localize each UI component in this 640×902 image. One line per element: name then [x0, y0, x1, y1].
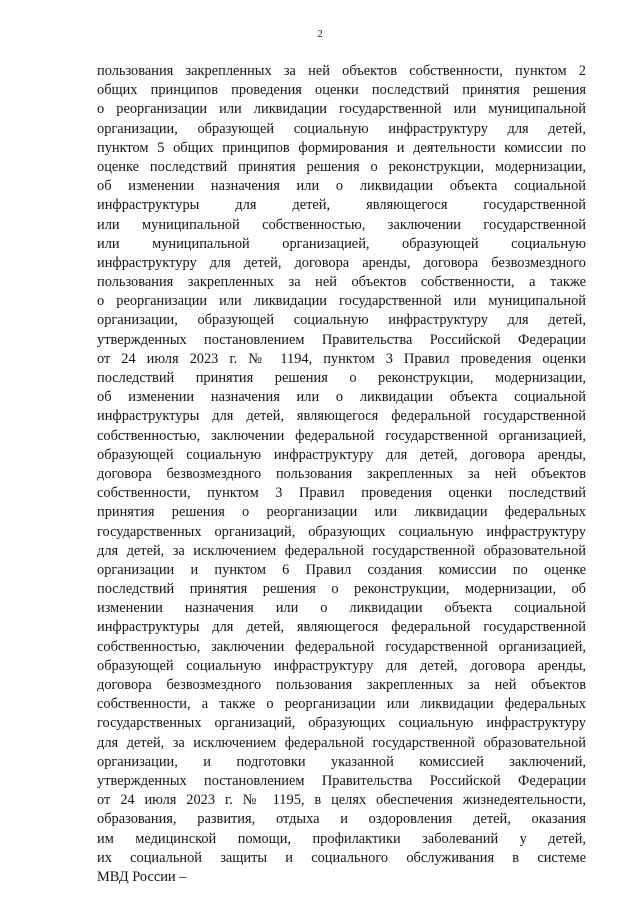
text-line: организации, и подготовки указанной комиссией заключений, [97, 753, 586, 770]
text-line: для детей, за исключением федеральной государственной образовательной [97, 542, 586, 559]
text-line: пунктом 5 общих принципов формирования и деятельности комиссии по [97, 139, 586, 156]
page-number: 2 [317, 28, 323, 40]
text-line: собственностью, заключении федеральной государственной организацией, [97, 427, 586, 444]
text-line: государственных организаций, образующих социальную инфраструктуру [97, 715, 586, 732]
text-line: МВД России – [97, 868, 187, 885]
text-line: образования, развития, отдыха и оздоровления детей, оказания [97, 811, 586, 828]
text-line: о реорганизации или ликвидации государственной или муниципальной [97, 293, 586, 310]
text-line: инфраструктуры для детей, являющегося федеральной государственной [97, 619, 586, 636]
text-line: инфраструктуры для детей, являющегося федеральной государственной [97, 408, 586, 425]
text-line: последствий принятия решения о реконструкции, модернизации, [97, 370, 586, 386]
text-line: о реорганизации или ликвидации государственной или муниципальной [97, 101, 586, 118]
text-line: об изменении назначения или о ликвидации объекта социальной [97, 178, 586, 195]
text-line: или муниципальной организацией, образующей социальную [97, 235, 586, 252]
text-line: государственных организаций, образующих социальную инфраструктуру [97, 523, 586, 540]
text-line: утвержденных постановлением Правительства Российской Федерации [97, 772, 586, 789]
text-line: организации, образующей социальную инфраструктуру для детей, [97, 120, 586, 137]
text-line: организации и пунктом 6 Правил создания комиссии по оценке [97, 561, 586, 578]
text-line: от 24 июля 2023 г. № 1195, в целях обеспечения жизнедеятельности, [97, 792, 586, 809]
text-line: образующей социальную инфраструктуру для детей, договора аренды, [97, 446, 586, 463]
text-line: им медицинской помощи, профилактики заболеваний у детей, [97, 830, 586, 847]
text-line: собственностью, заключении федеральной государственной организацией, [97, 638, 586, 655]
text-line: договора безвозмездного пользования закрепленных за ней объектов [97, 677, 586, 693]
text-line: договора безвозмездного пользования закрепленных за ней объектов [97, 465, 586, 482]
text-line: или муниципальной собственностью, заключении государственной [97, 216, 586, 233]
text-line: об изменении назначения или о ликвидации объекта социальной [97, 389, 586, 406]
text-line: собственности, а также о реорганизации или ликвидации федеральных [97, 696, 586, 713]
text-line: пользования закрепленных за ней объектов собственности, а также [97, 274, 586, 291]
text-line: организации, образующей социальную инфраструктуру для детей, [97, 312, 586, 329]
text-line: пользования закрепленных за ней объектов собственности, пунктом 2 [97, 63, 586, 79]
text-line: образующей социальную инфраструктуру для детей, договора аренды, [97, 657, 586, 674]
text-line: утвержденных постановлением Правительства Российской Федерации [97, 331, 586, 348]
body-text [97, 62, 586, 887]
text-line: инфраструктуру для детей, договора аренды, договора безвозмездного [97, 254, 586, 271]
text-line: оценке последствий принятия решения о реконструкции, модернизации, [97, 158, 586, 175]
text-line: инфраструктуры для детей, являющегося государственной [97, 197, 586, 214]
text-line: от 24 июля 2023 г. № 1194, пунктом 3 Правил проведения оценки [97, 350, 586, 367]
text-line: общих принципов проведения оценки последствий принятия решения [97, 82, 586, 99]
text-line: собственности, пунктом 3 Правил проведения оценки последствий [97, 485, 586, 502]
text-line: принятия решения о реорганизации или ликвидации федеральных [97, 504, 586, 521]
text-line: их социальной защиты и социального обслуживания в системе [97, 849, 586, 866]
text-line: последствий принятия решения о реконструкции, модернизации, об [97, 581, 586, 598]
text-line: для детей, за исключением федеральной государственной образовательной [97, 734, 586, 751]
text-line: изменении назначения или о ликвидации объекта социальной [97, 600, 586, 617]
